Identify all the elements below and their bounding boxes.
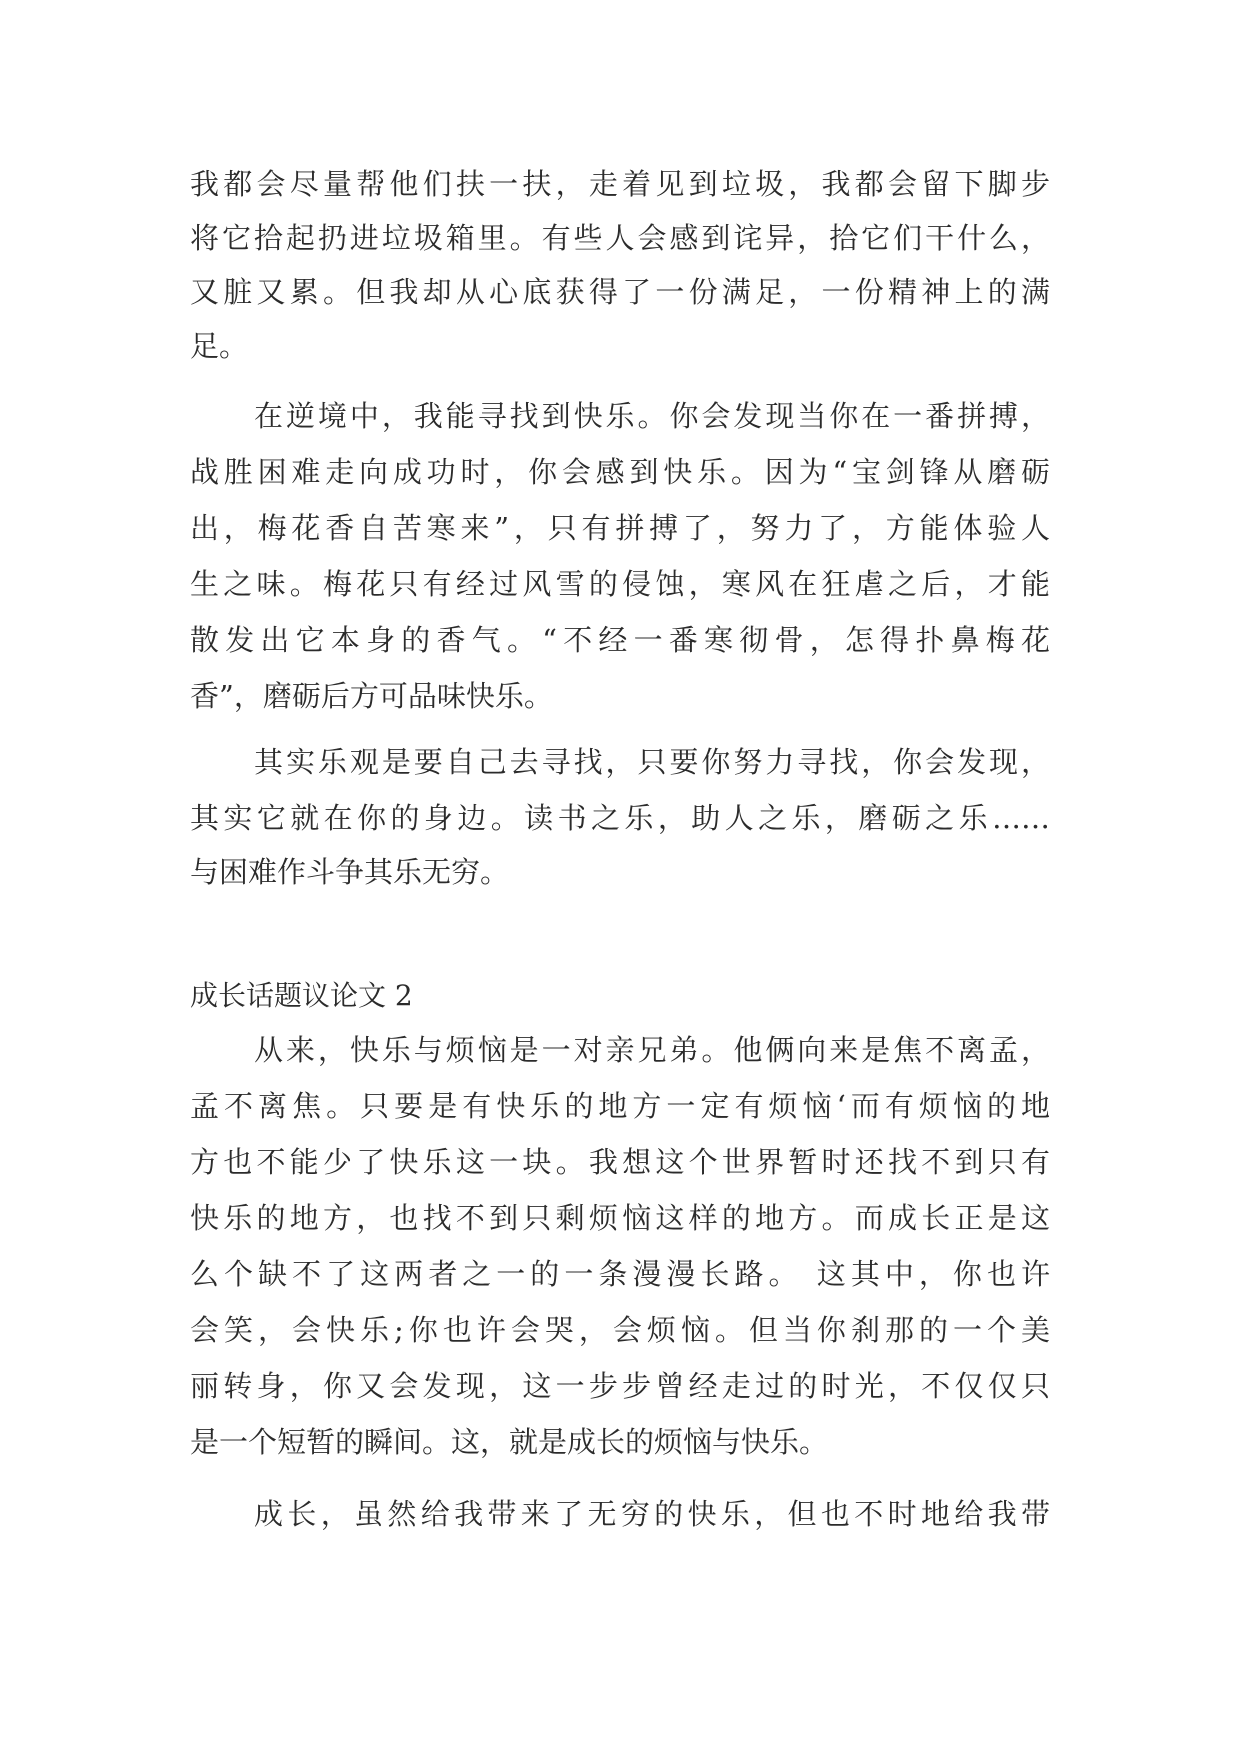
paragraph-4-line-6: 会笑，会快乐;你也许会哭，会烦恼。但当你刹那的一个美 <box>190 1313 1050 1347</box>
paragraph-4-line-5: 么个缺不了这两者之一的一条漫漫长路。 这其中，你也许 <box>190 1257 1050 1291</box>
paragraph-2-line-4: 生之味。梅花只有经过风雪的侵蚀，寒风在狂虐之后，才能 <box>190 567 1050 601</box>
paragraph-4-line-2: 孟不离焦。只要是有快乐的地方一定有烦恼‘而有烦恼的地 <box>190 1089 1050 1123</box>
paragraph-1-line-1: 我都会尽量帮他们扶一扶，走着见到垃圾，我都会留下脚步 <box>190 167 1050 201</box>
section-heading: 成长话题议论文 2 <box>190 979 413 1012</box>
paragraph-1-line-2: 将它拾起扔进垃圾箱里。有些人会感到诧异，拾它们干什么， <box>190 221 1050 255</box>
paragraph-1-line-3: 又脏又累。但我却从心底获得了一份满足，一份精神上的满 <box>190 275 1050 309</box>
paragraph-2-line-1: 在逆境中，我能寻找到快乐。你会发现当你在一番拼搏， <box>254 399 1050 433</box>
paragraph-2-line-2: 战胜困难走向成功时，你会感到快乐。因为“宝剑锋从磨砺 <box>190 455 1050 489</box>
paragraph-2-line-5: 散发出它本身的香气。“不经一番寒彻骨，怎得扑鼻梅花 <box>190 623 1050 657</box>
paragraph-1-line-4: 足。 <box>190 329 249 363</box>
paragraph-4-line-1: 从来，快乐与烦恼是一对亲兄弟。他俩向来是焦不离孟， <box>254 1033 1050 1067</box>
paragraph-4-line-7: 丽转身，你又会发现，这一步步曾经走过的时光，不仅仅只 <box>190 1369 1050 1403</box>
paragraph-4-line-8: 是一个短暂的瞬间。这，就是成长的烦恼与快乐。 <box>190 1425 829 1459</box>
paragraph-3-line-1: 其实乐观是要自己去寻找，只要你努力寻找，你会发现， <box>254 745 1050 779</box>
paragraph-4-line-3: 方也不能少了快乐这一块。我想这个世界暂时还找不到只有 <box>190 1145 1050 1179</box>
paragraph-2-line-6: 香”，磨砺后方可品味快乐。 <box>190 679 553 713</box>
paragraph-4-line-4: 快乐的地方，也找不到只剩烦恼这样的地方。而成长正是这 <box>190 1201 1050 1235</box>
paragraph-5-line-1: 成长，虽然给我带来了无穷的快乐，但也不时地给我带 <box>254 1497 1050 1531</box>
paragraph-3-line-2: 其实它就在你的身边。读书之乐，助人之乐，磨砺之乐…… <box>190 801 1050 835</box>
paragraph-2-line-3: 出，梅花香自苦寒来”，只有拼搏了，努力了，方能体验人 <box>190 511 1050 545</box>
paragraph-3-line-3: 与困难作斗争其乐无穷。 <box>190 855 510 889</box>
